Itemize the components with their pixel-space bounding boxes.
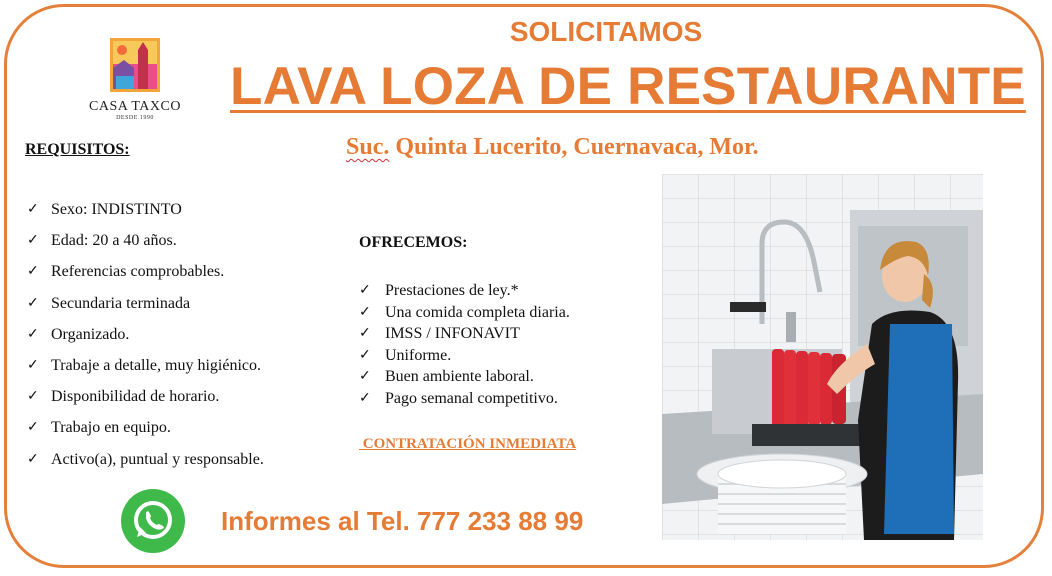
- check-icon: ✓: [359, 283, 371, 298]
- check-icon: ✓: [27, 451, 39, 467]
- offer-title: OFRECEMOS:: [359, 234, 468, 251]
- list-item: ✓ Una comida completa diaria.: [359, 303, 570, 321]
- list-item: ✓ Activo(a), puntual y responsable.: [27, 450, 264, 468]
- check-icon: ✓: [359, 347, 371, 363]
- branch-name: Quinta Lucerito, Cuernavaca, Mor.: [389, 134, 759, 160]
- check-icon: ✓: [359, 326, 371, 342]
- branch-prefix: Suc.: [346, 134, 390, 160]
- whatsapp-glyph: [121, 489, 185, 553]
- list-item: ✓ Referencias comprobables.: [27, 263, 225, 281]
- immediate-hiring: CONTRATACIÓN INMEDIATA: [359, 436, 577, 452]
- photo-illustration: [662, 174, 983, 540]
- check-icon: ✓: [27, 233, 39, 249]
- list-item: ✓ Trabaje a detalle, muy higiénico.: [27, 356, 262, 374]
- check-icon: ✓: [27, 326, 39, 342]
- check-icon: ✓: [359, 369, 371, 385]
- whatsapp-icon[interactable]: [121, 489, 185, 553]
- requirements-list: [27, 201, 264, 482]
- list-item: ✓ Trabajo en equipo.: [27, 419, 171, 437]
- branch-location: [346, 134, 758, 161]
- check-icon: ✓: [27, 295, 39, 311]
- subtitle: SOLICITAMOS: [509, 16, 703, 47]
- list-item: ✓ Prestaciones de ley.*: [359, 282, 519, 299]
- check-icon: ✓: [27, 357, 39, 373]
- check-icon: ✓: [359, 390, 371, 406]
- check-icon: ✓: [27, 202, 39, 217]
- list-item: ✓ Sexo: INDISTINTO: [27, 201, 182, 218]
- requirements-title: REQUISITOS:: [25, 141, 130, 158]
- logo-name: CASA TAXCO: [89, 99, 181, 114]
- logo-since: DESDE 1990: [116, 115, 154, 121]
- list-item: ✓ Uniforme.: [359, 346, 452, 364]
- list-item: ✓ Secundaria terminada: [27, 294, 191, 312]
- list-item: ✓ Edad: 20 a 40 años.: [27, 232, 177, 250]
- check-icon: ✓: [27, 389, 39, 405]
- check-icon: ✓: [27, 420, 39, 436]
- list-item: ✓ Pago semanal competitivo.: [359, 389, 558, 407]
- list-item: ✓ Organizado.: [27, 325, 130, 343]
- check-icon: ✓: [27, 264, 39, 280]
- list-item: ✓ Disponibilidad de horario.: [27, 388, 220, 406]
- contact-phone: Informes al Tel. 777 233 88 99: [221, 506, 584, 536]
- list-item: ✓ Buen ambiente laboral.: [359, 368, 534, 386]
- casa-taxco-logo: [80, 38, 200, 121]
- dishwasher-photo: [662, 174, 983, 540]
- list-item: ✓ IMSS / INFONAVIT: [359, 325, 520, 343]
- page-title: LAVA LOZA DE RESTAURANTE: [230, 57, 1026, 116]
- check-icon: ✓: [359, 304, 371, 320]
- offer-list: [359, 282, 570, 412]
